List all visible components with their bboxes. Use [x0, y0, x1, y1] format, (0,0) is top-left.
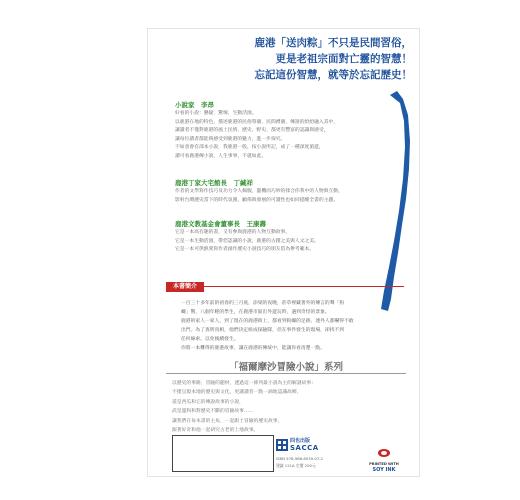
- review-line: 以鹿港在地的特色，描述鹿港的民俗祭儀、民間禮儀、傳說的紛紛融入其中，: [175, 119, 339, 125]
- publisher-block: [276, 438, 336, 469]
- review-line: 讓每位讀者都能夠感受到鹿港的魅力，進一步探究。: [175, 136, 286, 142]
- publisher-name-en: SACCA: [290, 444, 319, 452]
- intro-tag: 本書簡介: [166, 282, 204, 292]
- intro-line: 鹿港的家人一家人，到了現在的鹿港街上，都看到狗螺的足跡，連外人都嚇得不敢: [181, 319, 354, 324]
- series-title: 「福爾摩沙冒險小說」系列: [228, 362, 343, 373]
- barcode-box: [172, 435, 274, 472]
- back-cover: [147, 28, 420, 477]
- series-line: 跟著好奇和他一起研究古老的土地故事。: [172, 428, 259, 434]
- review-body: [175, 229, 380, 255]
- review-line: 影射台灣歷史當下的時代氛圍，顧佈與發展的可讀性也如同提醒全書的主題。: [175, 197, 339, 203]
- isbn-text: ISBN 978-986-6039-07-2: [276, 456, 324, 461]
- intro-line: 一百三十多年前的初春的三月底，添梁的夜晚，菸草裡藏著外的傳言的聲「狗: [181, 301, 345, 306]
- review-section-3: [175, 220, 380, 255]
- soy-ink-caption: PRINTED WITH: [369, 462, 399, 466]
- review-line: 好看的小說：懸疑、驚悚、生動活潑。: [175, 111, 257, 116]
- review-section-2: [175, 179, 380, 205]
- review-line: 不如意會有部本小說，我鹿港一般，按小說所記，成了一種深度旅遊，: [175, 145, 324, 151]
- series-line: 讓我們在每本書的主角，一起跟上冒險的歷史故事，: [172, 418, 283, 424]
- intro-line: 出門。為了查明真相，他們決定組成探險隊，但在事件發生的現場，卻找不到: [181, 328, 345, 333]
- headline-line-3: 忘記這份智慧，就等於忘記歷史！: [254, 69, 412, 81]
- headline-line-1: 鹿港「送肉粽」不只是民間習俗，: [254, 37, 412, 49]
- review-section-1: [175, 101, 380, 162]
- soy-leaf-icon: [377, 448, 391, 458]
- reviewer-title: 鹿港文教基金會董事長 王康壽: [175, 220, 266, 228]
- review-body: [175, 110, 380, 162]
- intro-line: 任何線索。以免後續發生。: [181, 337, 239, 342]
- series-line: 還是西瓜和它的傳說故事的小說，: [172, 399, 244, 405]
- review-line: 讓讀者不僅對鹿港的風土民情、歷史、野史、都更有豐富的認識與感受，: [175, 128, 329, 134]
- review-line: 它是一本生動活潑，帶您認識的小說，鹿港的古蹟之美與人文之美。: [175, 238, 319, 244]
- review-line: 讀可看鹿港傳小說，人生事事，不就如此。: [175, 153, 267, 159]
- reviewer-title: 鹿港丁家大宅館長 丁緘祥: [175, 179, 253, 187]
- series-line: 以歷史的事跡，冒險的題材，透過這一係列最小說為主的解謎故事：: [172, 381, 316, 386]
- publisher-logo-icon: [276, 439, 288, 451]
- review-line: 它是一本可供熱愛寫作者創作歷史小說技巧的朋友借為參考範本。: [175, 247, 315, 253]
- series-line: 不僅呈現本地的歷史與文化，更讓讀者一點一滴地認識故鄉，: [172, 390, 302, 396]
- series-body: [172, 379, 392, 435]
- review-line: 作者的文學寫作技巧及功力令人佩服，靈機而巧妙的揉合你我中的人物與互動，: [175, 189, 343, 194]
- intro-line: 你將一本難得的鹿港故事，讓在鹿港的傳統中，能讓你看清楚一點。: [181, 346, 325, 351]
- review-line: 它是一本高有趣的書，又有參與鹿港的人物互動故事。: [175, 230, 291, 235]
- soy-ink-badge: [363, 443, 405, 473]
- headline-line-2: 更是老祖宗面對亡靈的智慧！: [275, 53, 412, 65]
- publisher-logo: [276, 438, 336, 452]
- series-rule: [166, 373, 406, 374]
- headline: [156, 35, 412, 83]
- publisher-name-cn: 四也出版: [290, 438, 311, 444]
- reviewer-title: 小說家 李昂: [175, 101, 214, 109]
- soy-ink-brand: SOY INK: [372, 467, 396, 473]
- review-body: [175, 188, 380, 205]
- series-line: 武是溫和和對歷史不斷的冒險故事……: [172, 409, 254, 415]
- intro-line: 螺」驚，八個年輕的學生，在鹿港市區出外遊玩時，遇到奇怪的景象。: [181, 310, 330, 315]
- intro-body: [181, 299, 401, 353]
- price-text: 建議 121A 定價 200元: [276, 462, 316, 468]
- intro-tag-rule: [204, 286, 404, 287]
